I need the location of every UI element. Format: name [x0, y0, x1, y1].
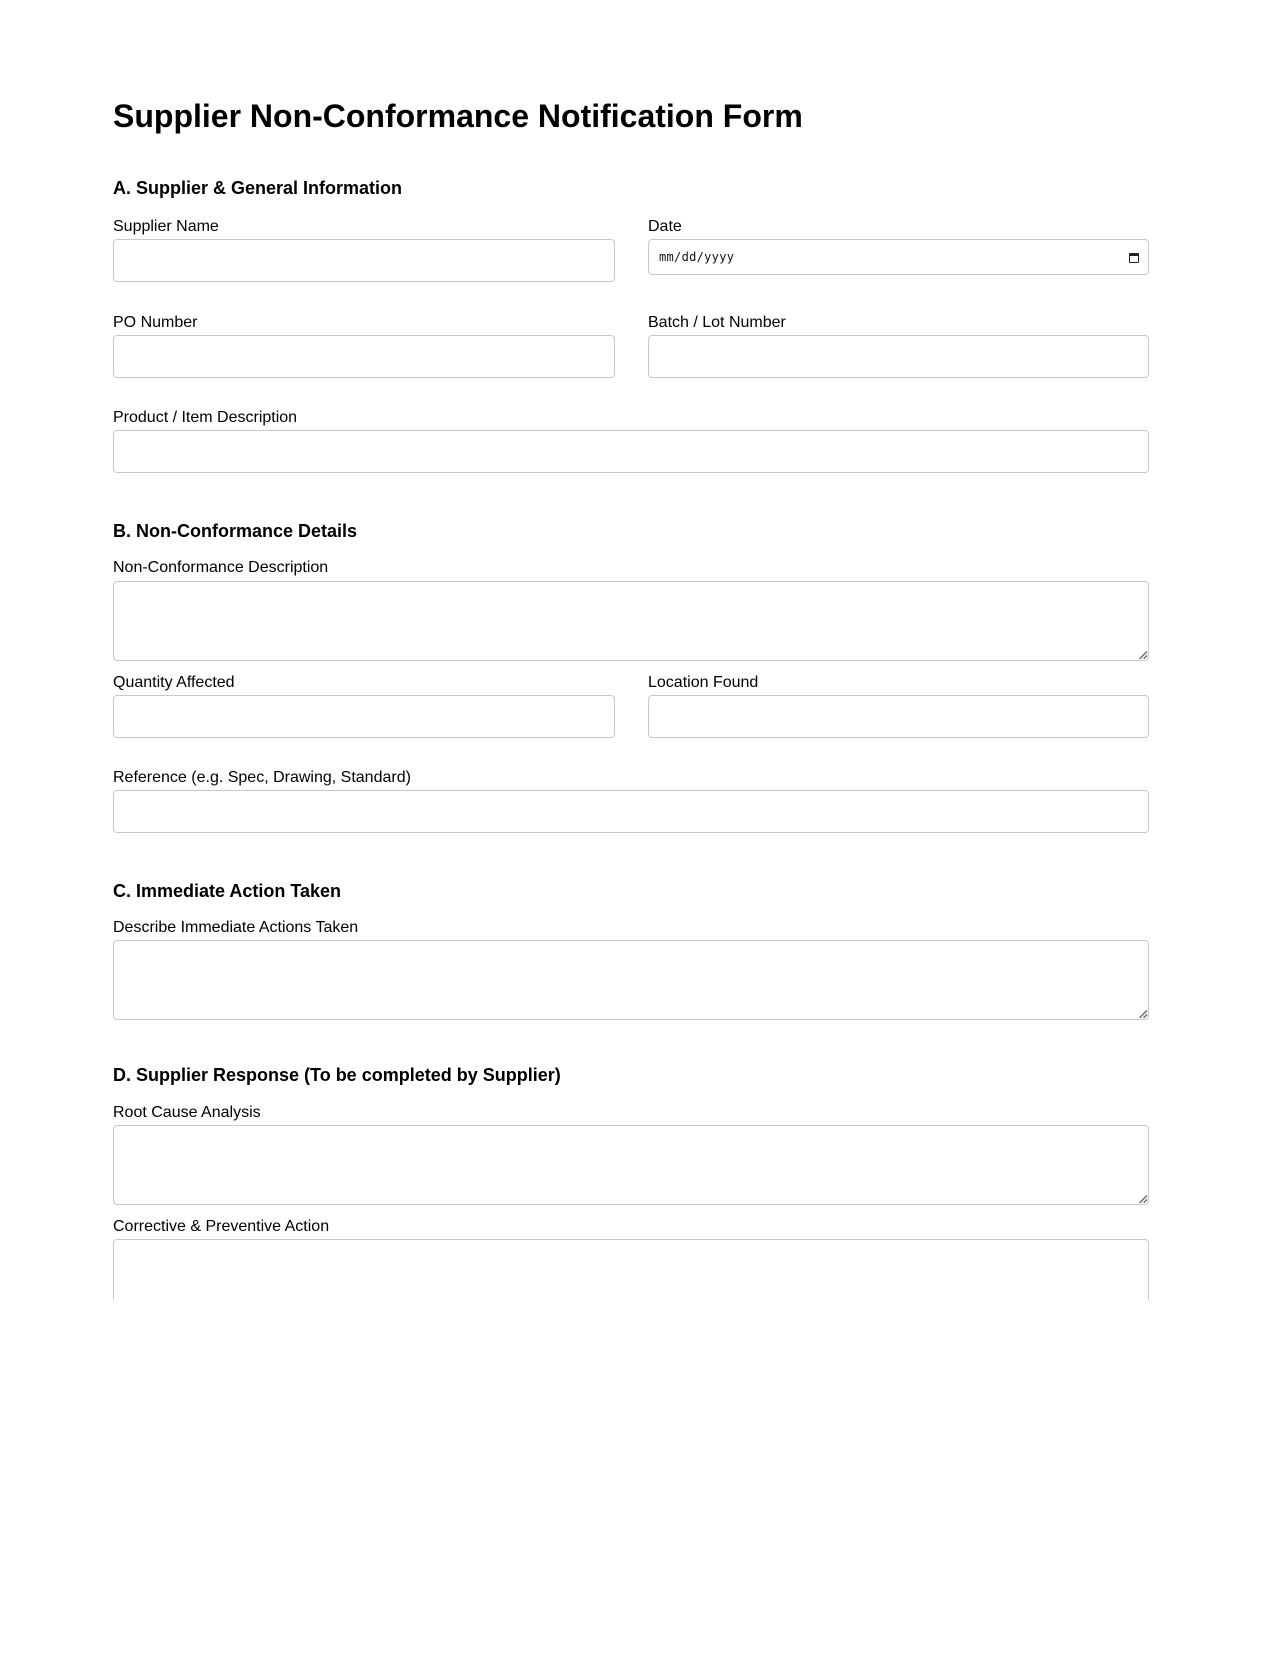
po-number-label: PO Number	[113, 314, 198, 331]
immediate-actions-wrapper	[113, 940, 1149, 1020]
page-title: Supplier Non-Conformance Notification Form	[113, 98, 803, 134]
product-description-label: Product / Item Description	[113, 409, 298, 426]
root-cause-wrapper	[113, 1125, 1149, 1205]
corrective-preventive-label: Corrective & Preventive Action	[113, 1218, 330, 1235]
section-b-title: B. Non-Conformance Details	[113, 521, 358, 541]
quantity-affected-label: Quantity Affected	[113, 674, 235, 691]
date-placeholder: mm/dd/yyyy	[659, 250, 735, 264]
supplier-name-label: Supplier Name	[113, 218, 219, 235]
location-found-input[interactable]	[648, 695, 1149, 738]
location-found-label: Location Found	[648, 674, 759, 691]
date-label: Date	[648, 218, 682, 235]
nc-description-label: Non-Conformance Description	[113, 559, 329, 576]
section-c-title: C. Immediate Action Taken	[113, 881, 342, 901]
resize-grip-icon[interactable]	[1139, 1010, 1147, 1018]
product-description-input[interactable]	[113, 430, 1149, 473]
root-cause-label: Root Cause Analysis	[113, 1104, 261, 1121]
batch-lot-number-input[interactable]	[648, 335, 1149, 378]
root-cause-textarea[interactable]	[113, 1125, 1149, 1205]
corrective-preventive-textarea[interactable]	[113, 1239, 1149, 1300]
resize-grip-icon[interactable]	[1139, 1195, 1147, 1203]
nc-description-textarea[interactable]	[113, 581, 1149, 661]
batch-lot-number-label: Batch / Lot Number	[648, 314, 786, 331]
section-a-title: A. Supplier & General Information	[113, 178, 403, 198]
immediate-actions-label: Describe Immediate Actions Taken	[113, 919, 359, 936]
reference-input[interactable]	[113, 790, 1149, 833]
section-d-title: D. Supplier Response (To be completed by Supplier)	[113, 1065, 561, 1085]
date-input[interactable]	[648, 239, 1149, 275]
nc-description-wrapper	[113, 581, 1149, 661]
quantity-affected-input[interactable]	[113, 695, 615, 738]
supplier-name-input[interactable]	[113, 239, 615, 282]
calendar-icon[interactable]	[1129, 252, 1139, 263]
po-number-input[interactable]	[113, 335, 615, 378]
immediate-actions-textarea[interactable]	[113, 940, 1149, 1020]
reference-label: Reference (e.g. Spec, Drawing, Standard)	[113, 769, 411, 786]
resize-grip-icon[interactable]	[1139, 651, 1147, 659]
